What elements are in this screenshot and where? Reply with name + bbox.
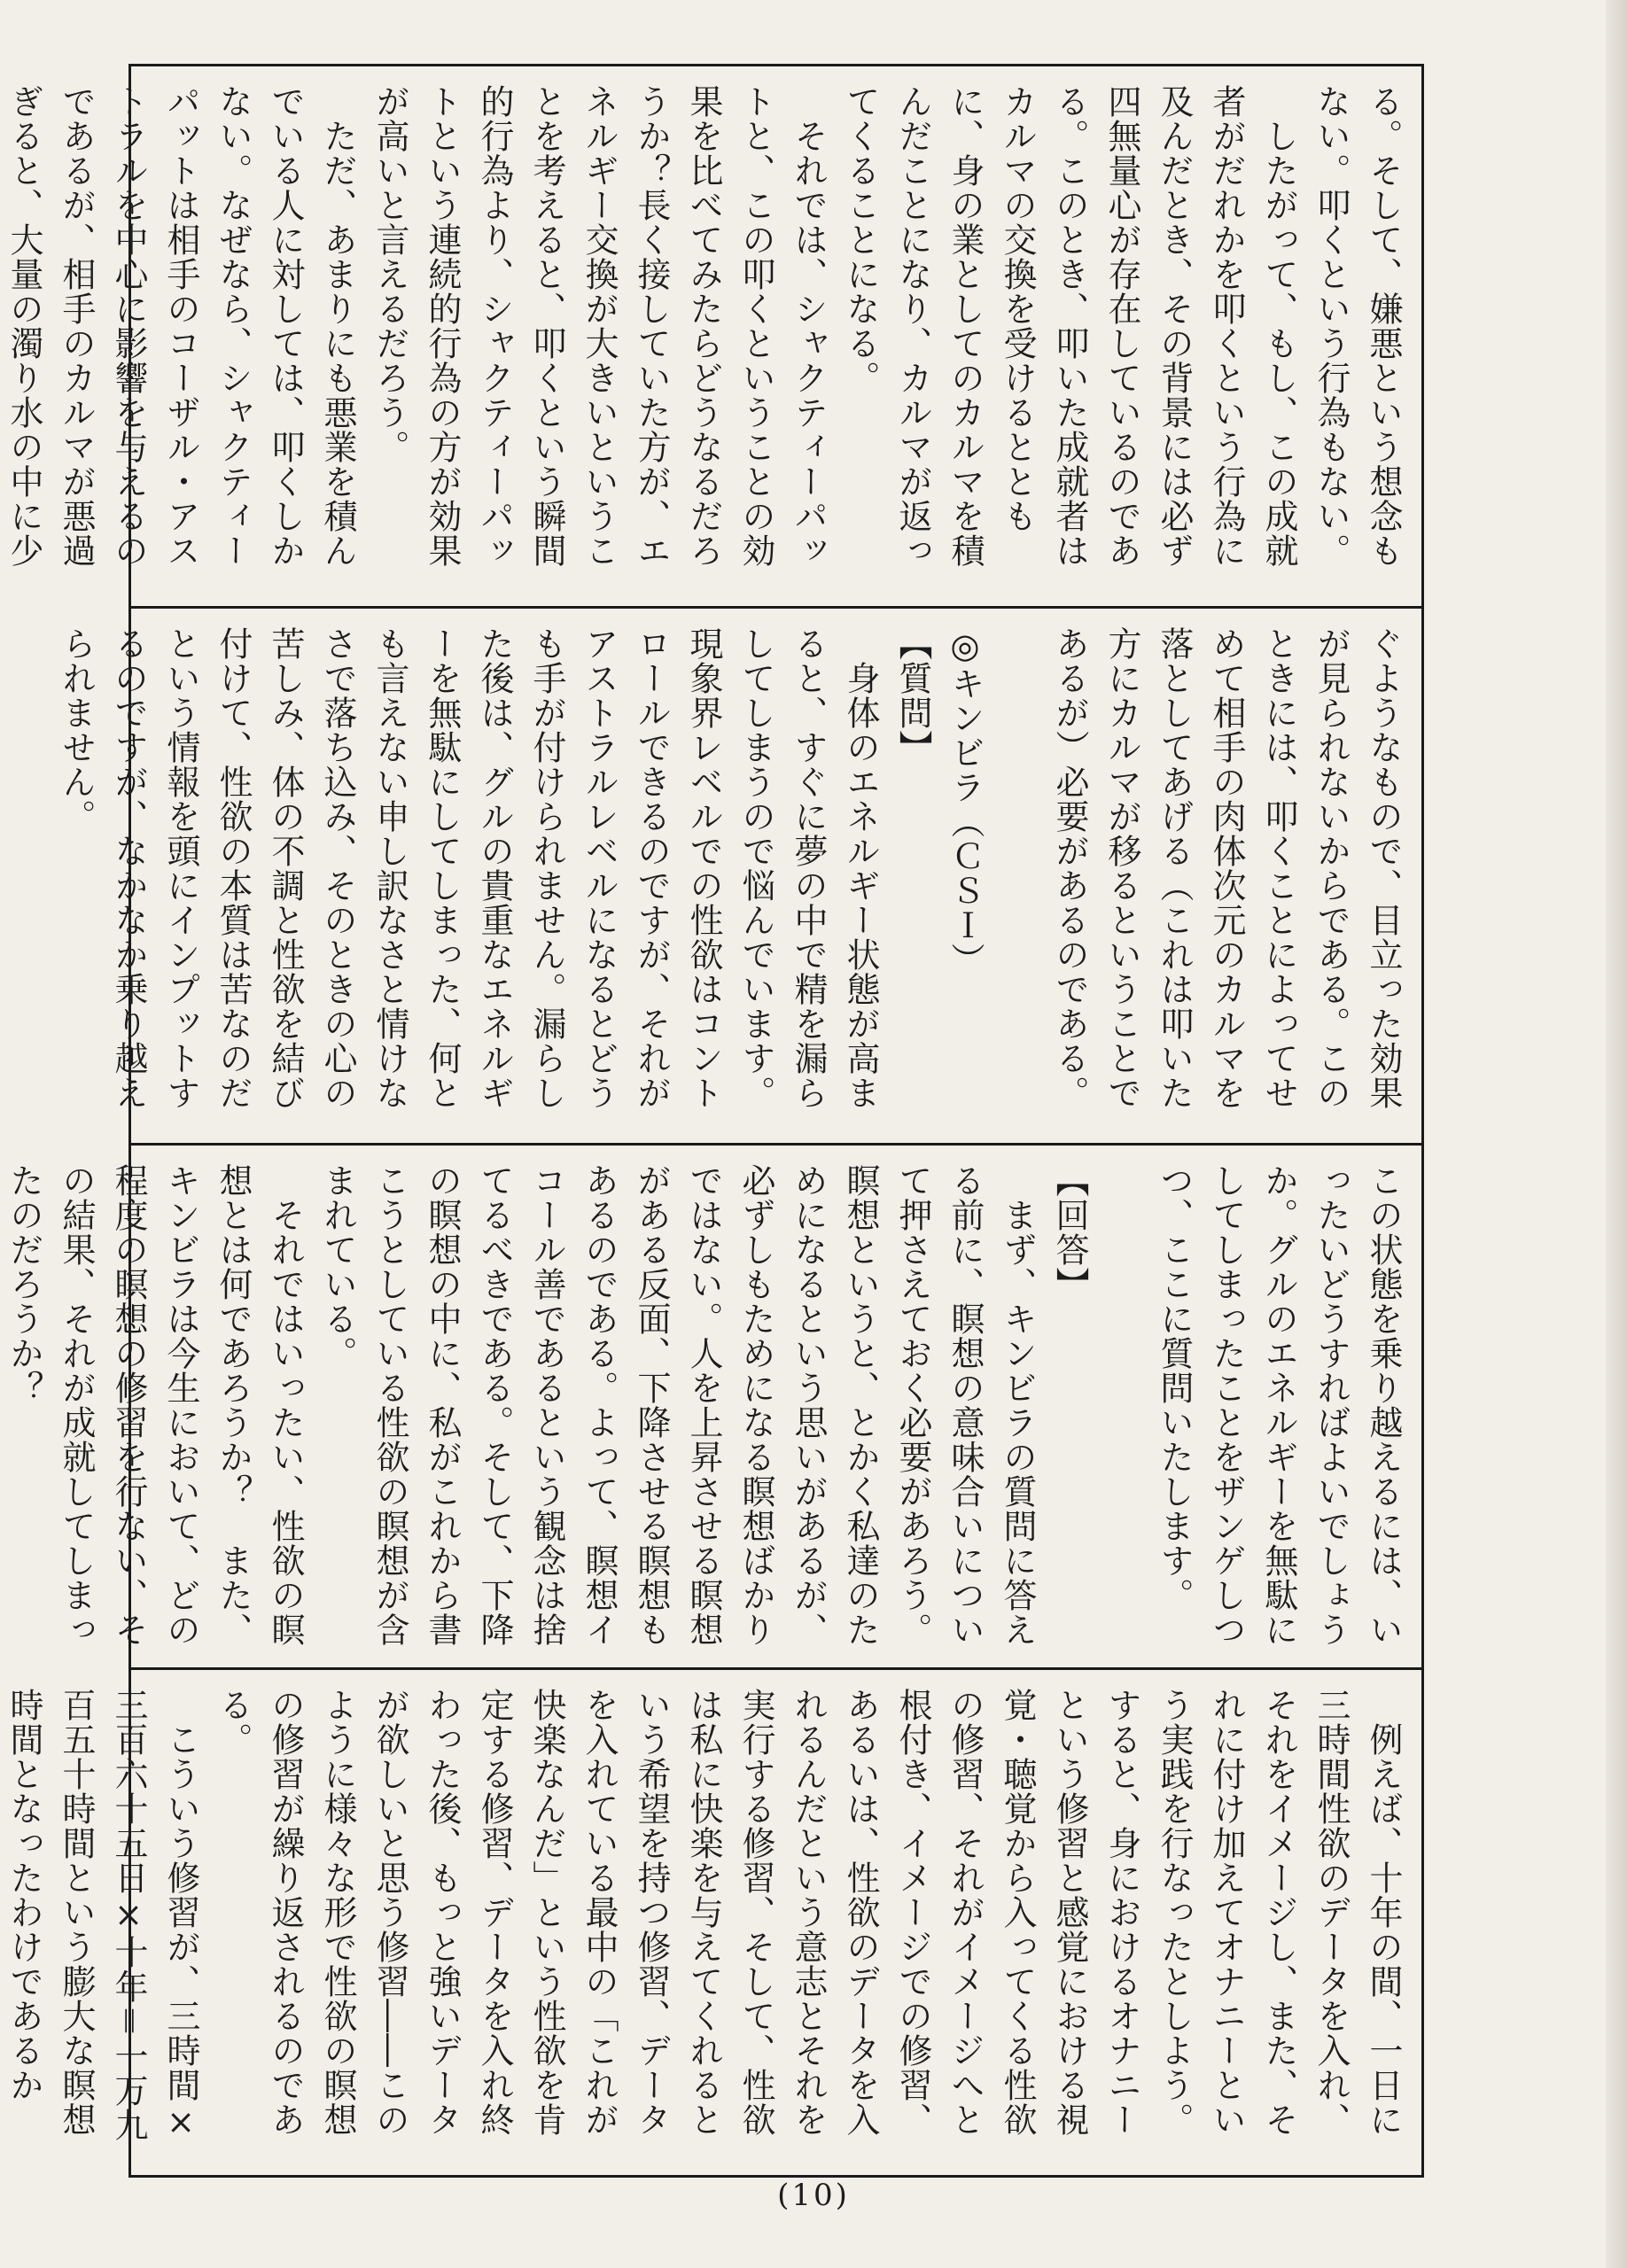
text-band-4	[4, 1670, 1421, 2175]
text-frame	[4, 64, 1424, 2178]
vertical-text-1: る。そして、嫌悪という想念もない。叩くという行為もない。 したがって、もし、この成就者がだれかを叩くという行為に及んだとき、その背景には必ず四無量心が存在しているのである。このとき、叩いた成就者はカルマの交換を受けるとともに、身の業としてのカルマを積んだことになり、カルマが返ってくることになる。 それでは、シャクティーパットと、この叩くということの効果を比べてみたらどうなるだろうか？長く接していた方が、エネルギー交換が大きいということを考えると、叩くという瞬間的行為より、シャクティーパットという連続的行為の方が効果が高いと言えるだろう。 ただ、あまりにも悪業を積んでいる人に対しては、叩くしかない。なぜなら、シャクティーパットは相手のコーザル・アストラルを中心に影響を与えるのであるが、相手のカルマが悪過ぎると、大量の濁り水の中に少	[4, 84, 1403, 568]
page-number: (10)	[777, 2178, 850, 2213]
text-band-3	[4, 1146, 1421, 1670]
vertical-text-3: この状態を乗り越えるには、いったいどうすればよいでしょうか。グルのエネルギーを無駄にしてしまったことをザンゲしつつ、ここに質問いたします。 【回答】 まず、キンビラの質問に答える前に、瞑想の意味合いについて押さえておく必要があろう。瞑想というと、とかく私達のためになるという思いがあるが、必ずしもためになる瞑想ばかりではない。人を上昇させる瞑想がある反面、下降させる瞑想もあるのである。よって、瞑想イコール善であるという観念は捨てるべきである。そして、下降の瞑想の中に、私がこれから書こうとしている性欲の瞑想が含まれている。 それではいったい、性欲の瞑想とは何であろうか？ また、キンビラは今生において、どの程度の瞑想の修習を行ない、その結果、それが成就してしまったのだろうか？	[4, 1163, 1403, 1647]
page-edge	[1606, 0, 1627, 2268]
vertical-text-2: ぐようなもので、目立った効果が見られないからである。このときには、叩くことによってせめて相手の肉体次元のカルマを落としてあげる（これは叩いた方にカルマが移るということであるが）必要があるのである。 ◎キンビラ（ＣＳＩ） 【質問】 身体のエネルギー状態が高まると、すぐに夢の中で精を漏らしてしまうので悩んでいます。現象界レベルでの性欲はコントロールできるのですが、それがアストラルレベルになるとどうも手が付けられません。漏らした後は、グルの貴重なエネルギーを無駄にしてしまった、何とも言えない申し訳なさと情けなさで落ち込み、そのときの心の苦しみ、体の不調と性欲を結び付けて、性欲の本質は苦なのだという情報を頭にインプットするのですが、なかなか乗り越えられません。	[57, 626, 1403, 1110]
text-band-2	[57, 609, 1421, 1146]
text-band-1	[4, 66, 1421, 609]
vertical-text-4: 例えば、十年の間、一日に三時間性欲のデータを入れ、それをイメージし、また、それに付け加えてオナニーという実践を行なったとしよう。すると、身におけるオナニーという修習と感覚における視覚・聴覚から入ってくる性欲の修習、それがイメージへと根付き、イメージでの修習、あるいは、性欲のデータを入れるんだという意志とそれを実行する修習、そして、性欲は私に快楽を与えてくれるという希望を持つ修習、データを入れている最中の「これが快楽なんだ」という性欲を肯定する修習、データを入れ終わった後、もっと強いデータが欲しいと思う修習――このように様々な形で性欲の瞑想の修習が繰り返されるのである。 こういう修習が、三時間×三百六十五日×十年＝一万九百五十時間という膨大な瞑想時間となったわけであるか	[4, 1688, 1403, 2143]
